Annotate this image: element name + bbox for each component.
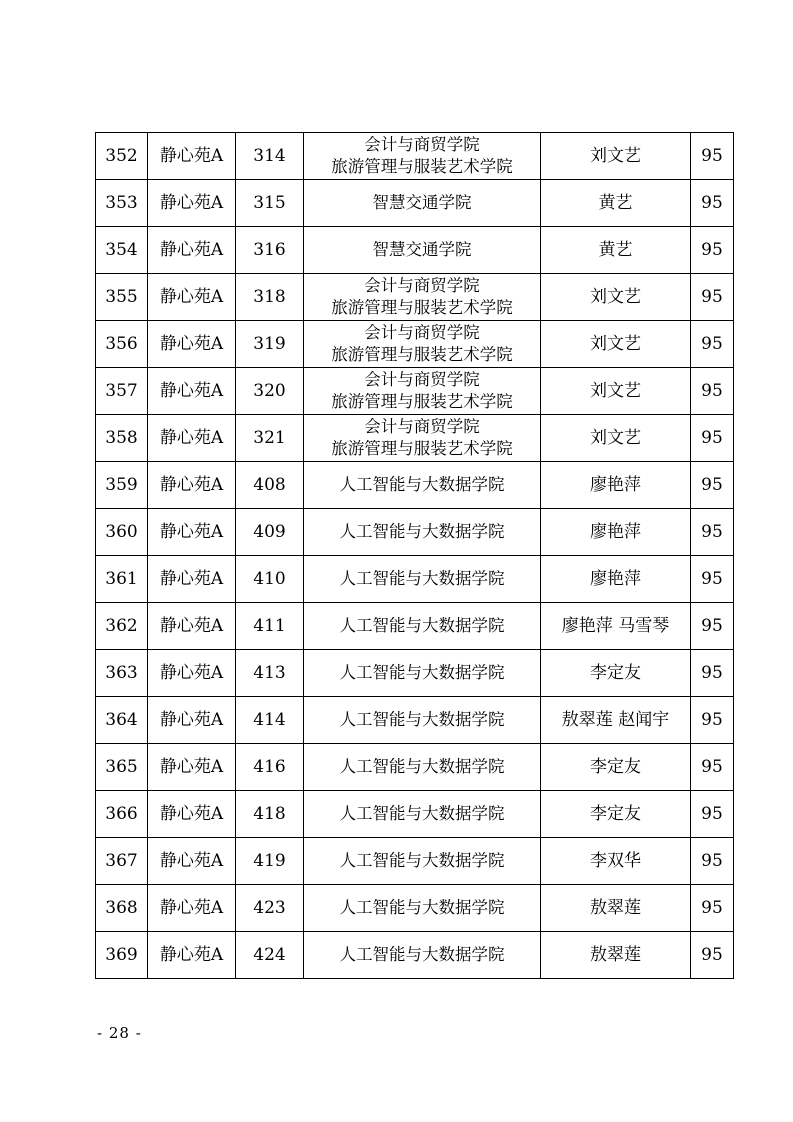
room-number-cell: 416 xyxy=(236,744,304,791)
room-number-cell: 410 xyxy=(236,556,304,603)
score-cell: 95 xyxy=(691,744,734,791)
teacher-cell: 李定友 xyxy=(541,791,691,838)
college-cell xyxy=(304,133,541,180)
building-cell: 静心苑A xyxy=(148,509,236,556)
row-number-cell: 360 xyxy=(96,509,148,556)
row-number-cell: 367 xyxy=(96,838,148,885)
score-cell: 95 xyxy=(691,227,734,274)
college-name: 人工智能与大数据学院 xyxy=(339,851,505,870)
college-cell xyxy=(304,556,541,603)
score-cell: 95 xyxy=(691,321,734,368)
building-cell: 静心苑A xyxy=(148,603,236,650)
college-cell xyxy=(304,697,541,744)
score-cell: 95 xyxy=(691,650,734,697)
row-number-cell: 353 xyxy=(96,180,148,227)
row-number-cell: 368 xyxy=(96,885,148,932)
table-row xyxy=(96,744,734,791)
page-number: - 28 - xyxy=(97,1024,142,1042)
college-cell xyxy=(304,227,541,274)
room-number-cell: 414 xyxy=(236,697,304,744)
room-number-cell: 316 xyxy=(236,227,304,274)
building-cell: 静心苑A xyxy=(148,885,236,932)
table-row xyxy=(96,368,734,415)
college-name: 人工智能与大数据学院 xyxy=(339,757,505,776)
teacher-cell: 敖翠莲 赵闻宇 xyxy=(541,697,691,744)
college-name: 会计与商贸学院 xyxy=(364,323,480,342)
score-cell: 95 xyxy=(691,603,734,650)
college-name: 智慧交通学院 xyxy=(372,193,472,212)
row-number-cell: 352 xyxy=(96,133,148,180)
table-row xyxy=(96,885,734,932)
table-row xyxy=(96,791,734,838)
building-cell: 静心苑A xyxy=(148,274,236,321)
score-cell: 95 xyxy=(691,415,734,462)
row-number-cell: 361 xyxy=(96,556,148,603)
teacher-cell: 刘文艺 xyxy=(541,133,691,180)
college-name: 旅游管理与服装艺术学院 xyxy=(331,298,513,317)
dormitory-score-table xyxy=(95,132,734,979)
college-cell xyxy=(304,838,541,885)
building-cell: 静心苑A xyxy=(148,791,236,838)
college-name: 人工智能与大数据学院 xyxy=(339,522,505,541)
building-cell: 静心苑A xyxy=(148,415,236,462)
table-row xyxy=(96,133,734,180)
table-row xyxy=(96,415,734,462)
college-name: 会计与商贸学院 xyxy=(364,417,480,436)
room-number-cell: 320 xyxy=(236,368,304,415)
college-name: 人工智能与大数据学院 xyxy=(339,475,505,494)
college-cell xyxy=(304,791,541,838)
table-row xyxy=(96,697,734,744)
college-cell xyxy=(304,415,541,462)
college-name: 旅游管理与服装艺术学院 xyxy=(331,439,513,458)
table-row xyxy=(96,321,734,368)
room-number-cell: 419 xyxy=(236,838,304,885)
college-name: 会计与商贸学院 xyxy=(364,276,480,295)
table-row xyxy=(96,274,734,321)
teacher-cell: 黄艺 xyxy=(541,227,691,274)
building-cell: 静心苑A xyxy=(148,650,236,697)
table-row xyxy=(96,650,734,697)
table-row xyxy=(96,556,734,603)
college-name: 人工智能与大数据学院 xyxy=(339,945,505,964)
college-cell xyxy=(304,462,541,509)
building-cell: 静心苑A xyxy=(148,838,236,885)
score-cell: 95 xyxy=(691,368,734,415)
dormitory-score-table-wrapper xyxy=(95,132,733,979)
row-number-cell: 358 xyxy=(96,415,148,462)
college-name: 人工智能与大数据学院 xyxy=(339,569,505,588)
teacher-cell: 敖翠莲 xyxy=(541,885,691,932)
teacher-cell: 刘文艺 xyxy=(541,321,691,368)
table-body xyxy=(96,133,734,979)
building-cell: 静心苑A xyxy=(148,180,236,227)
score-cell: 95 xyxy=(691,180,734,227)
college-cell xyxy=(304,744,541,791)
table-row xyxy=(96,509,734,556)
building-cell: 静心苑A xyxy=(148,556,236,603)
college-name: 人工智能与大数据学院 xyxy=(339,616,505,635)
table-row xyxy=(96,180,734,227)
score-cell: 95 xyxy=(691,462,734,509)
building-cell: 静心苑A xyxy=(148,321,236,368)
college-name: 智慧交通学院 xyxy=(372,240,472,259)
college-cell xyxy=(304,368,541,415)
college-name: 旅游管理与服装艺术学院 xyxy=(331,392,513,411)
room-number-cell: 314 xyxy=(236,133,304,180)
teacher-cell: 李定友 xyxy=(541,744,691,791)
teacher-cell: 刘文艺 xyxy=(541,415,691,462)
building-cell: 静心苑A xyxy=(148,227,236,274)
room-number-cell: 319 xyxy=(236,321,304,368)
table-row xyxy=(96,462,734,509)
row-number-cell: 356 xyxy=(96,321,148,368)
building-cell: 静心苑A xyxy=(148,697,236,744)
table-row xyxy=(96,932,734,979)
row-number-cell: 369 xyxy=(96,932,148,979)
score-cell: 95 xyxy=(691,133,734,180)
teacher-cell: 黄艺 xyxy=(541,180,691,227)
building-cell: 静心苑A xyxy=(148,368,236,415)
row-number-cell: 366 xyxy=(96,791,148,838)
score-cell: 95 xyxy=(691,556,734,603)
row-number-cell: 365 xyxy=(96,744,148,791)
row-number-cell: 359 xyxy=(96,462,148,509)
score-cell: 95 xyxy=(691,697,734,744)
score-cell: 95 xyxy=(691,885,734,932)
room-number-cell: 423 xyxy=(236,885,304,932)
room-number-cell: 315 xyxy=(236,180,304,227)
teacher-cell: 廖艳萍 xyxy=(541,462,691,509)
building-cell: 静心苑A xyxy=(148,744,236,791)
college-name: 人工智能与大数据学院 xyxy=(339,663,505,682)
row-number-cell: 357 xyxy=(96,368,148,415)
teacher-cell: 廖艳萍 xyxy=(541,556,691,603)
room-number-cell: 408 xyxy=(236,462,304,509)
room-number-cell: 418 xyxy=(236,791,304,838)
room-number-cell: 424 xyxy=(236,932,304,979)
score-cell: 95 xyxy=(691,509,734,556)
teacher-cell: 李双华 xyxy=(541,838,691,885)
teacher-cell: 廖艳萍 xyxy=(541,509,691,556)
table-row xyxy=(96,227,734,274)
row-number-cell: 355 xyxy=(96,274,148,321)
college-name: 旅游管理与服装艺术学院 xyxy=(331,345,513,364)
table-row xyxy=(96,603,734,650)
college-name: 人工智能与大数据学院 xyxy=(339,898,505,917)
row-number-cell: 362 xyxy=(96,603,148,650)
room-number-cell: 321 xyxy=(236,415,304,462)
college-cell xyxy=(304,180,541,227)
room-number-cell: 409 xyxy=(236,509,304,556)
table-row xyxy=(96,838,734,885)
college-cell xyxy=(304,321,541,368)
teacher-cell: 李定友 xyxy=(541,650,691,697)
row-number-cell: 364 xyxy=(96,697,148,744)
score-cell: 95 xyxy=(691,932,734,979)
college-cell xyxy=(304,932,541,979)
college-name: 会计与商贸学院 xyxy=(364,370,480,389)
teacher-cell: 廖艳萍 马雪琴 xyxy=(541,603,691,650)
college-name: 旅游管理与服装艺术学院 xyxy=(331,157,513,176)
college-cell xyxy=(304,509,541,556)
teacher-cell: 敖翠莲 xyxy=(541,932,691,979)
college-cell xyxy=(304,603,541,650)
college-name: 人工智能与大数据学院 xyxy=(339,804,505,823)
teacher-cell: 刘文艺 xyxy=(541,368,691,415)
building-cell: 静心苑A xyxy=(148,133,236,180)
college-cell xyxy=(304,274,541,321)
college-cell xyxy=(304,885,541,932)
college-name: 人工智能与大数据学院 xyxy=(339,710,505,729)
college-name: 会计与商贸学院 xyxy=(364,135,480,154)
score-cell: 95 xyxy=(691,791,734,838)
teacher-cell: 刘文艺 xyxy=(541,274,691,321)
building-cell: 静心苑A xyxy=(148,932,236,979)
row-number-cell: 363 xyxy=(96,650,148,697)
building-cell: 静心苑A xyxy=(148,462,236,509)
score-cell: 95 xyxy=(691,838,734,885)
college-cell xyxy=(304,650,541,697)
score-cell: 95 xyxy=(691,274,734,321)
room-number-cell: 411 xyxy=(236,603,304,650)
room-number-cell: 413 xyxy=(236,650,304,697)
room-number-cell: 318 xyxy=(236,274,304,321)
row-number-cell: 354 xyxy=(96,227,148,274)
